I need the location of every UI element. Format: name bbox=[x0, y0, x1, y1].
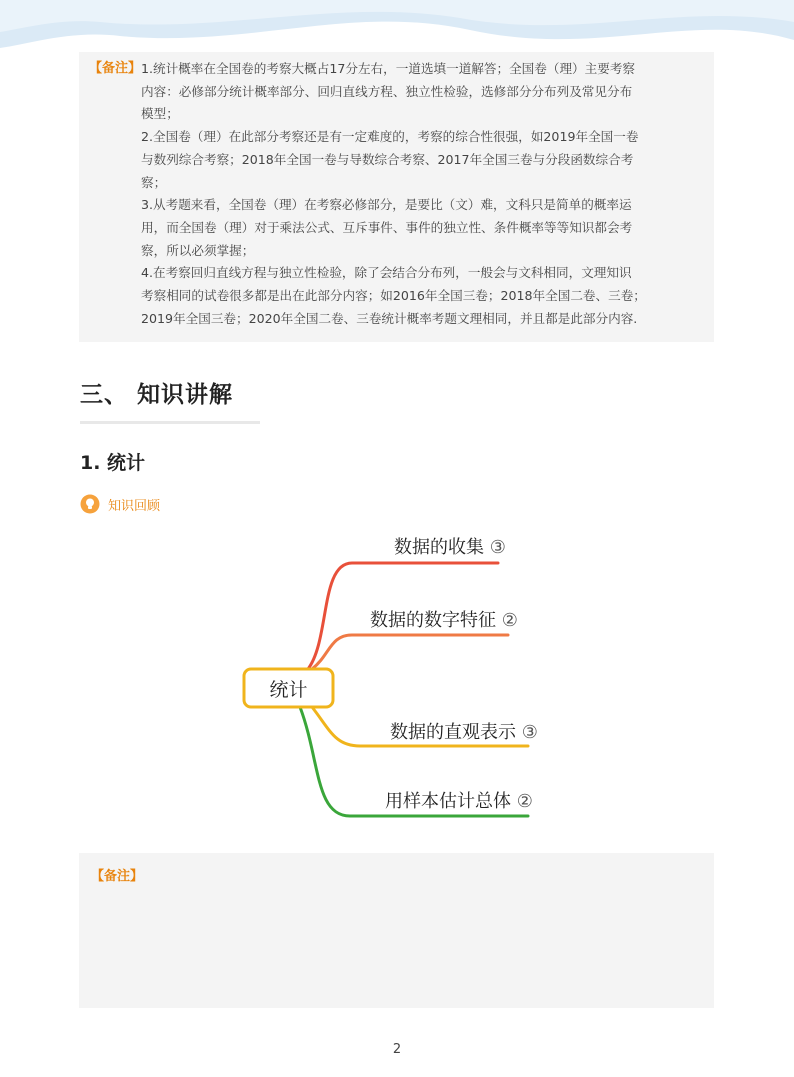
note-line: 用，而全国卷（理）对于乘法公式、互斥事件、事件的独立性、条件概率等等知识都会考 bbox=[141, 219, 633, 235]
mindmap-branch-label: 数据的收集 ③ bbox=[394, 537, 506, 558]
mindmap-branch-line bbox=[312, 635, 508, 669]
note-line: 4.在考察回归直线方程与独立性检验，除了会结合分布列，一般会与文科相同，文理知识 bbox=[141, 265, 632, 281]
note-line: 2019年全国三卷；2020年全国二卷、三卷统计概率考题文理相同，并且都是此部分内容. bbox=[141, 310, 638, 326]
note-line: 考察相同的试卷很多都是出在此部分内容；如2016年全国三卷；2018年全国二卷、三卷； bbox=[141, 288, 646, 304]
header-wave-decoration bbox=[0, 0, 794, 60]
note-line: 察； bbox=[141, 174, 167, 190]
mindmap-branch-count: ③ bbox=[489, 537, 506, 558]
knowledge-review-label: 知识回顾 bbox=[108, 498, 161, 514]
note-text bbox=[141, 58, 702, 330]
note-line: 内容：必修部分统计概率部分、回归直线方程、独立性检验，选修部分分布列及常见分布 bbox=[141, 83, 633, 99]
note-line: 1.统计概率在全国卷的考察大概占17分左右，一道选填一道解答；全国卷（理）主要考察 bbox=[141, 61, 636, 76]
knowledge-review-heading bbox=[80, 494, 160, 514]
note-line: 与数列综合考察；2018年全国一卷与导数综合考察、2017年全国三卷与分段函数综合考 bbox=[141, 151, 634, 167]
subsection-title: 1. 统计 bbox=[80, 452, 146, 474]
note-line: 察，所以必须掌握； bbox=[141, 242, 255, 258]
note-label: 【备注】 bbox=[91, 869, 144, 884]
mindmap-branch-label: 用样本估计总体 ② bbox=[385, 791, 533, 812]
mindmap-root-node bbox=[244, 669, 333, 707]
top-note-box bbox=[79, 52, 714, 342]
note-line: 模型； bbox=[141, 106, 179, 122]
statistics-mindmap bbox=[0, 520, 794, 840]
mindmap-branch-label: 数据的直观表示 ③ bbox=[390, 722, 538, 743]
section-underline bbox=[80, 421, 260, 424]
note-line: 3.从考题来看，全国卷（理）在考察必修部分，是要比（文）难，文科只是简单的概率运 bbox=[141, 197, 632, 213]
page-number: 2 bbox=[392, 1042, 402, 1057]
mindmap-branch-count: ② bbox=[516, 791, 533, 812]
mindmap-root-label: 统计 bbox=[269, 679, 308, 701]
mindmap-branch-count: ③ bbox=[521, 722, 538, 743]
note-label: 【备注】 bbox=[89, 61, 142, 76]
bottom-note-box bbox=[79, 853, 714, 1008]
section-title: 三、 知识讲解 bbox=[80, 382, 234, 408]
lightbulb-icon bbox=[80, 494, 100, 514]
note-line: 2.全国卷（理）在此部分考察还是有一定难度的，考察的综合性很强，如2019年全国一卷 bbox=[141, 129, 639, 145]
mindmap-branch-label: 数据的数字特征 ② bbox=[370, 610, 518, 631]
mindmap-branch-count: ② bbox=[501, 610, 518, 631]
